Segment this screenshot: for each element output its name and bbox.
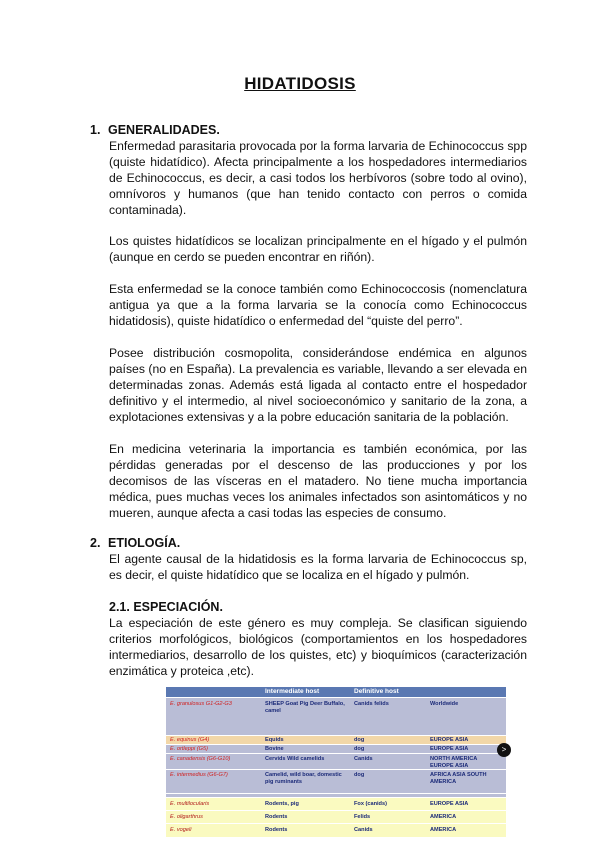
table-header-definitive: Definitive host [354, 688, 399, 695]
table-row [166, 753, 506, 770]
intermediate-host-cell: Bovine [265, 746, 284, 752]
species-table-image [166, 687, 506, 837]
document-title: HIDATIDOSIS [244, 74, 356, 93]
section-title: ETIOLOGÍA. [108, 536, 181, 550]
definitive-host-cell: Canids [354, 756, 373, 762]
species-cell: E. canadensis (G6-G10) [170, 756, 231, 762]
paragraph: En medicina veterinaria la importancia es también económica, por las pérdidas generadas por el descenso de las producciones y por los decomisos de las vísceras en el matadero. No tiene mucha importancia médica, pues muchas veces los animales infectados son asintomáticos y no mueren, aunque afecta a casi todas las especies de consumo. [109, 442, 527, 520]
table-row [166, 797, 506, 811]
species-cell: E. multilocularis [170, 801, 210, 807]
intermediate-host-cell: Camelid, wild boar, domestic pig ruminants [265, 772, 342, 785]
definitive-host-cell: Canids felids [354, 701, 389, 707]
species-cell: E. vogeli [170, 827, 192, 833]
paragraph: Los quistes hidatídicos se localizan principalmente en el hígado y el pulmón (aunque en cerdo se pueden encontrar en riñón). [109, 234, 527, 264]
section-heading-etiologia [90, 536, 180, 550]
distribution-cell: AFRICA ASIA SOUTH AMERICA [430, 772, 487, 785]
paragraph: El agente causal de la hidatidosis es la forma larvaria de Echinococcus sp, es decir, el quiste hidatídico que se localiza en el hígado y pulmón. [109, 552, 527, 582]
species-cell: E. oligarthrus [170, 814, 203, 820]
distribution-cell: EUROPE ASIA [430, 801, 469, 807]
table-header-row [166, 687, 506, 697]
distribution-cell: NORTH AMERICA EUROPE ASIA [430, 756, 478, 769]
definitive-host-cell: Felids [354, 814, 371, 820]
definitive-host-cell: dog [354, 746, 365, 752]
intermediate-host-cell: Rodents [265, 814, 288, 820]
distribution-cell: Worldwide [430, 701, 459, 707]
distribution-cell: EUROPE ASIA [430, 746, 469, 752]
table-header-intermediate: Intermediate host [265, 688, 320, 695]
intermediate-host-cell: Rodents, pig [265, 801, 299, 807]
definitive-host-cell: Canids [354, 827, 373, 833]
section-title: GENERALIDADES. [108, 123, 220, 137]
next-arrow-icon[interactable]: > [497, 743, 511, 757]
distribution-cell: AMERICA [430, 814, 457, 820]
species-cell: E. ortleppi (G5) [170, 746, 208, 752]
table-row [166, 823, 506, 837]
intermediate-host-cell: SHEEP Goat Pig Deer Buffalo, camel [265, 701, 345, 714]
table-row [166, 769, 506, 794]
intermediate-host-cell: Rodents [265, 827, 288, 833]
intermediate-host-cell: Cervids Wild camelids [265, 756, 325, 762]
distribution-cell: EUROPE ASIA [430, 737, 469, 743]
section-heading-generalidades [90, 123, 220, 137]
section-number: 1. [90, 123, 101, 137]
intermediate-host-cell: Equids [265, 737, 284, 743]
section-number: 2. [90, 536, 101, 550]
species-cell: E. intermedius (G6-G7) [170, 772, 228, 778]
paragraph: Enfermedad parasitaria provocada por la forma larvaria de Echinococcus spp (quiste hidatídico). Afecta principalmente a los hospedadores intermediarios de Echinococcus, es decir, a casi todos los herbívoros (sobre todo al ovino), omnívoros y humanos (que han tenido contacto con perros o comida contaminada). [109, 139, 527, 217]
definitive-host-cell: dog [354, 737, 365, 743]
table-row [166, 810, 506, 824]
paragraph: Esta enfermedad se la conoce también como Echinococcosis (nomenclatura antigua ya que a la forma larvaria se la conocía como Echinococcus hidatidosis), quiste hidatídico o enfermedad del “quiste del perro”. [109, 282, 527, 328]
definitive-host-cell: Fox (canids) [354, 801, 387, 807]
species-cell: E. granulosus G1-G2-G3 [170, 701, 232, 707]
table-row [166, 697, 506, 736]
paragraph: Posee distribución cosmopolita, considerándose endémica en algunos países (no en España). La prevalencia es variable, llevando a ser elevada en determinadas zonas. Además está ligada al contacto entre el hospedador definitivo y el intermedio, al nivel socioeconómico y sanitario de la zona, a explotaciones extensivas y a la pobre educación sanitaria de la población. [109, 346, 527, 424]
species-cell: E. equinus (G4) [170, 737, 210, 743]
distribution-cell: AMERICA [430, 827, 457, 833]
paragraph: La especiación de este género es muy compleja. Se clasifican siguiendo criterios morfológicos, biológicos (comportamientos en los hospedadores intermediarios, desarrollo de los quistes, etc) y bioquímicos (caracterización enzimática y proteica ,etc). [109, 616, 527, 678]
subsection-heading-especiacion: 2.1. ESPECIACIÓN. [109, 600, 223, 614]
definitive-host-cell: dog [354, 772, 365, 778]
